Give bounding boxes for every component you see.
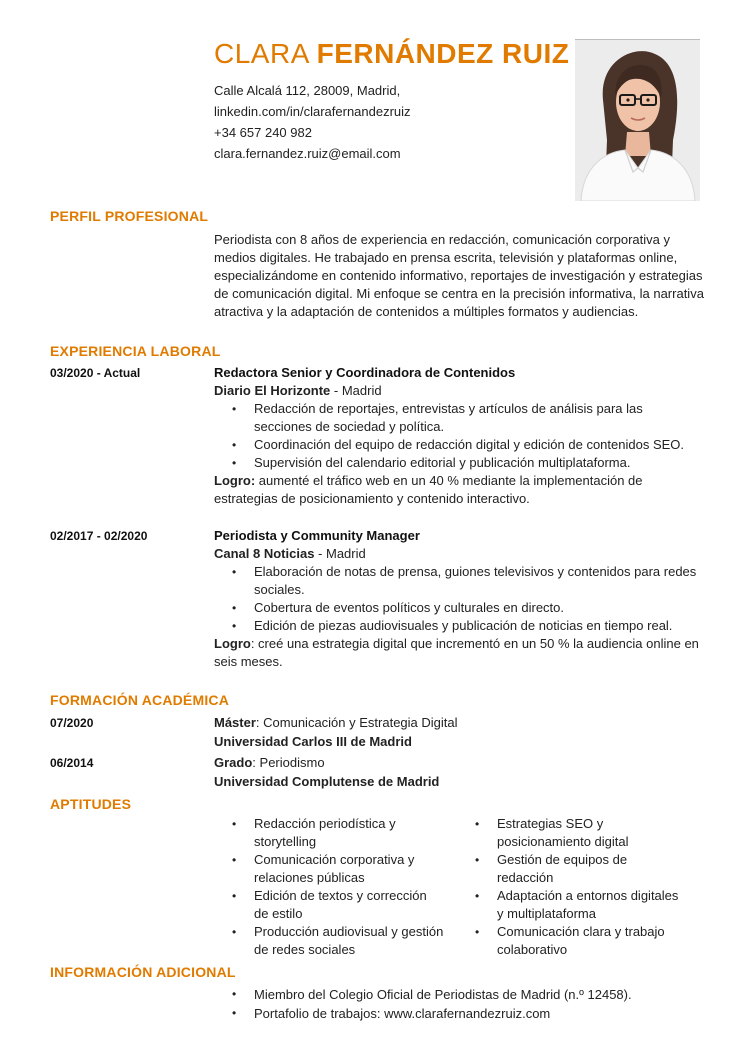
company-location: - Madrid — [314, 546, 366, 561]
education-degree — [214, 753, 704, 772]
section-title-skills: APTITUDES — [50, 796, 132, 812]
school-name: Universidad Complutense de Madrid — [214, 774, 440, 789]
list-item: • Redacción de reportajes, entrevistas y artículos de análisis para las secciones de sociedad y política. — [254, 400, 704, 436]
portfolio-link[interactable]: • Portafolio de trabajos: www.clarafernandezruiz.com — [254, 1004, 704, 1023]
degree-name: : Comunicación y Estrategia Digital — [255, 715, 458, 730]
degree-label: Grado — [214, 755, 253, 770]
education-entry — [214, 713, 704, 751]
profile-summary: Periodista con 8 años de experiencia en redacción, comunicación corporativa y medios digitales. He trabajado en prensa escrita, televisión y plataformas online, especializándome en contenido informativo, reportajes de investigación y estrategias de comunicación digital. Mi enfoque se centra en la precisión informativa, la narrativa atractiva y la adaptación de contenidos a múltiples formatos y audiencias. — [214, 232, 704, 319]
degree-label: Máster — [214, 715, 256, 730]
list-item: • Gestión de equipos de redacción — [497, 851, 687, 887]
list-item: • Elaboración de notas de prensa, guiones televisivos y contenidos para redes sociales. — [254, 563, 704, 599]
achievement-label: Logro: — [214, 473, 256, 488]
list-item: • Miembro del Colegio Oficial de Periodistas de Madrid (n.º 12458). — [254, 985, 704, 1004]
list-item: • Edición de textos y corrección de estilo — [254, 887, 444, 923]
list-item: • Cobertura de eventos políticos y culturales en directo. — [254, 599, 704, 617]
job-entry — [214, 527, 704, 671]
candidate-name — [214, 38, 569, 70]
achievement-text: aumenté el tráfico web en un 40 % mediante la implementación de estrategias de posicionamiento y contenido interactivo. — [214, 473, 643, 506]
education-date: 07/2020 — [50, 716, 94, 730]
list-item: • Supervisión del calendario editorial y publicación multiplataforma. — [254, 454, 704, 472]
education-date: 06/2014 — [50, 756, 94, 770]
achievement-label: Logro — [214, 636, 251, 651]
section-title-education: FORMACIÓN ACADÉMICA — [50, 692, 230, 708]
education-entry — [214, 753, 704, 791]
section-title-profile: PERFIL PROFESIONAL — [50, 208, 209, 224]
school-name: Universidad Carlos III de Madrid — [214, 734, 412, 749]
portrait-illustration — [575, 40, 700, 201]
job-duties — [214, 563, 704, 635]
list-item: • Adaptación a entornos digitales y multiplataforma — [497, 887, 687, 923]
job-company — [214, 382, 704, 400]
job-achievement — [214, 635, 704, 671]
degree-name: : Periodismo — [252, 755, 325, 770]
job-duties — [214, 400, 704, 472]
list-item: • Comunicación corporativa y relaciones públicas — [254, 851, 444, 887]
additional-info — [214, 985, 704, 1023]
list-item: • Producción audiovisual y gestión de redes sociales — [254, 923, 444, 959]
section-title-additional: INFORMACIÓN ADICIONAL — [50, 964, 236, 980]
job-title: Redactora Senior y Coordinadora de Contenidos — [214, 365, 516, 380]
phone: +34 657 240 982 — [214, 125, 312, 140]
skills-column-right — [457, 815, 687, 959]
achievement-text: : creé una estrategia digital que incrementó en un 50 % la audiencia online en seis meses. — [214, 636, 699, 669]
list-item: • Redacción periodística y storytelling — [254, 815, 444, 851]
list-item: • Coordinación del equipo de redacción digital y edición de contenidos SEO. — [254, 436, 704, 454]
first-name: CLARA — [214, 38, 309, 69]
job-dates: 03/2020 - Actual — [50, 366, 141, 380]
contact-info — [214, 80, 411, 164]
company-name: Canal 8 Noticias — [214, 546, 315, 561]
skills-column-left — [214, 815, 444, 959]
list-item: • Comunicación clara y trabajo colaborativo — [497, 923, 687, 959]
address: Calle Alcalá 112, 28009, Madrid, — [214, 83, 401, 98]
job-achievement — [214, 472, 704, 508]
education-degree — [214, 713, 704, 732]
job-dates: 02/2017 - 02/2020 — [50, 529, 148, 543]
list-item: • Estrategias SEO y posicionamiento digital — [497, 815, 687, 851]
list-item: • Edición de piezas audiovisuales y publicación de noticias en tiempo real. — [254, 617, 704, 635]
profile-photo — [575, 39, 700, 201]
job-title: Periodista y Community Manager — [214, 528, 420, 543]
section-title-experience: EXPERIENCIA LABORAL — [50, 343, 221, 359]
company-location: - Madrid — [330, 383, 382, 398]
linkedin-link[interactable]: linkedin.com/in/clarafernandezruiz — [214, 104, 411, 119]
job-entry — [214, 364, 704, 508]
email-link[interactable]: clara.fernandez.ruiz@email.com — [214, 146, 401, 161]
job-company — [214, 545, 704, 563]
company-name: Diario El Horizonte — [214, 383, 331, 398]
last-name: FERNÁNDEZ RUIZ — [316, 38, 570, 69]
